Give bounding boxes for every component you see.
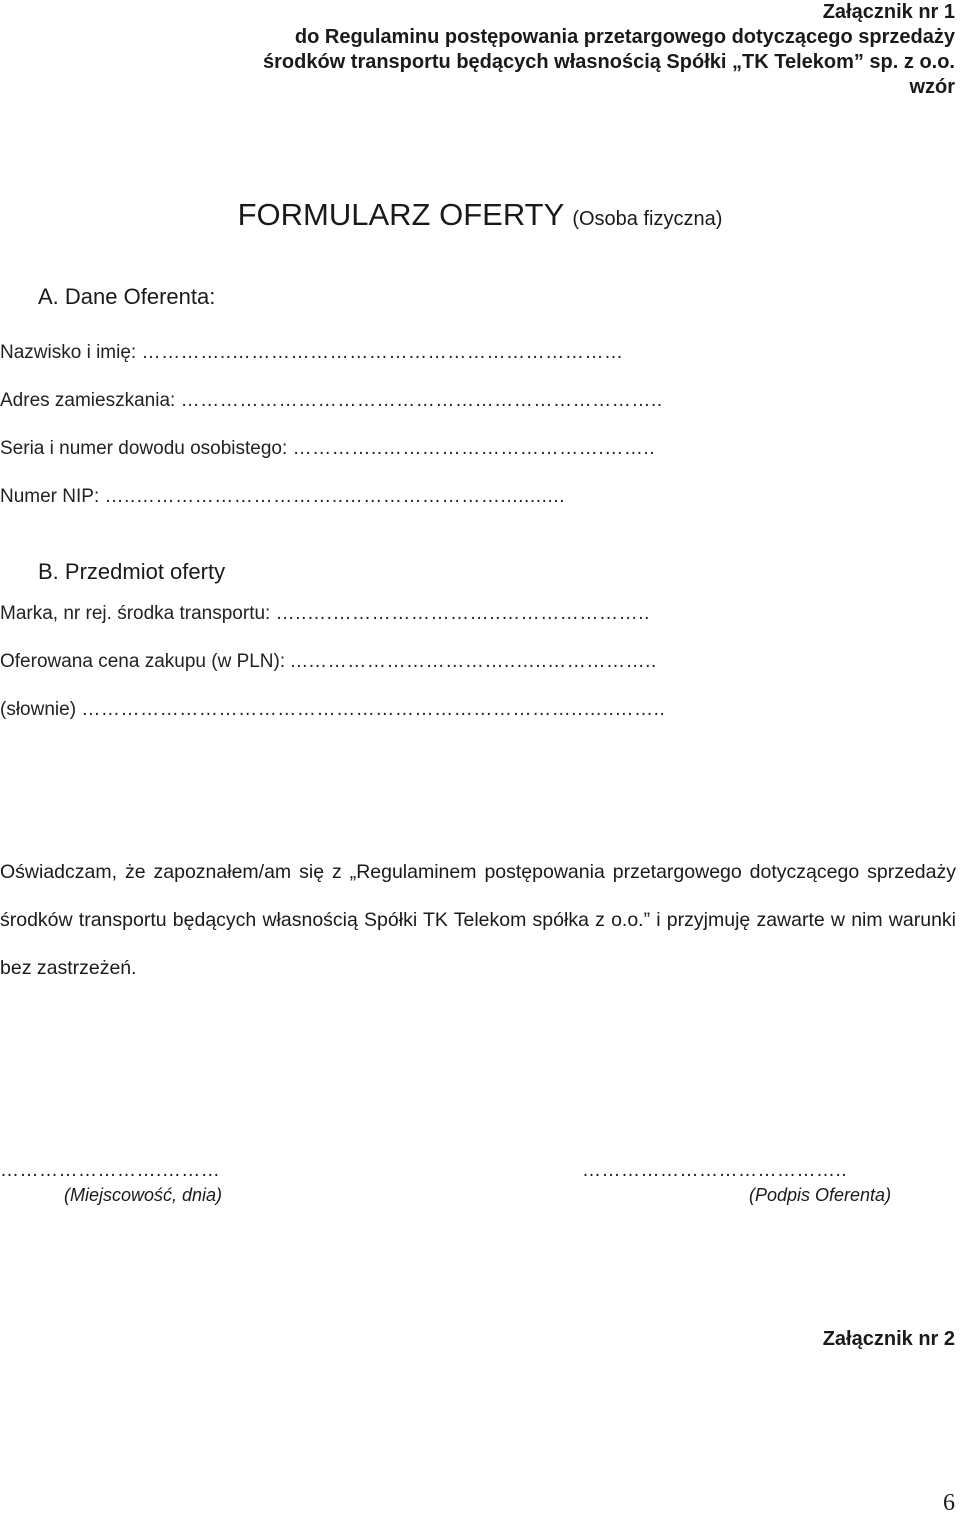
field-price-words-blank: …………………………………………………………………..…..…….. [81,699,666,720]
annex-number: Załącznik nr 1 [822,1,955,23]
annex-reference-line-2: środków transportu będących własnością Spółki „TK Telekom” sp. z o.o. [262,51,955,73]
annex-header [263,0,955,100]
next-annex-heading: Załącznik nr 2 [822,1328,955,1350]
field-id-document-label: Seria i numer dowodu osobistego: [0,438,288,459]
form-title [0,197,960,237]
page-number: 6 [943,1490,955,1516]
place-date-label: (Miejscowość, dnia) [64,1185,223,1205]
declaration-text: Oświadczam, że zapoznałem/am się z „Regulaminem postępowania przetargowego dotyczącego sprzedaży środków transportu będących własnością Spółki TK Telekom spółka z o.o.” i przyjmuję zawarte w nim warunki bez zastrzeżeń. [0,861,956,979]
field-vehicle [0,602,650,626]
field-vehicle-blank: …..….……………………..………………….. [275,603,650,624]
field-id-document [0,437,655,461]
signature-label: (Podpis Oferenta) [749,1185,892,1205]
field-nip-label: Numer NIP: [0,486,100,507]
field-id-document-blank: …………..…………………………….…….. [292,438,656,459]
field-name [0,341,624,365]
field-address-label: Adres zamieszkania: [0,390,176,411]
form-title-main: FORMULARZ OFERTY [237,197,564,232]
section-a-heading: A. Dane Oferenta: [38,284,216,309]
section-b-heading: B. Przedmiot oferty [38,559,226,584]
field-address-blank: ……………………………………………………………….. [180,390,663,411]
field-name-blank: …………..…………………………………………………… [141,342,624,363]
form-title-sub: (Osoba fizyczna) [572,208,723,230]
field-price-label: Oferowana cena zakupu (w PLN): [0,651,286,672]
annex-reference-line-1: do Regulaminu postępowania przetargowego dotyczącego sprzedaży [294,26,955,48]
field-nip [0,485,565,509]
field-price-words [0,698,665,722]
signature-blank: ………………………………….. [582,1160,848,1181]
field-price [0,650,657,674]
place-date-blank: …………………….……… [0,1160,221,1181]
field-vehicle-label: Marka, nr rej. środka transportu: [0,603,271,624]
field-price-blank: ...…………………………..…..…………….. [290,651,657,672]
field-name-label: Nazwisko i imię: [0,342,137,363]
field-price-words-label: (słownie) [0,699,77,720]
field-nip-blank: …..…………………………..……………………........... [104,486,566,507]
template-label: wzór [909,76,955,98]
field-address [0,389,663,413]
